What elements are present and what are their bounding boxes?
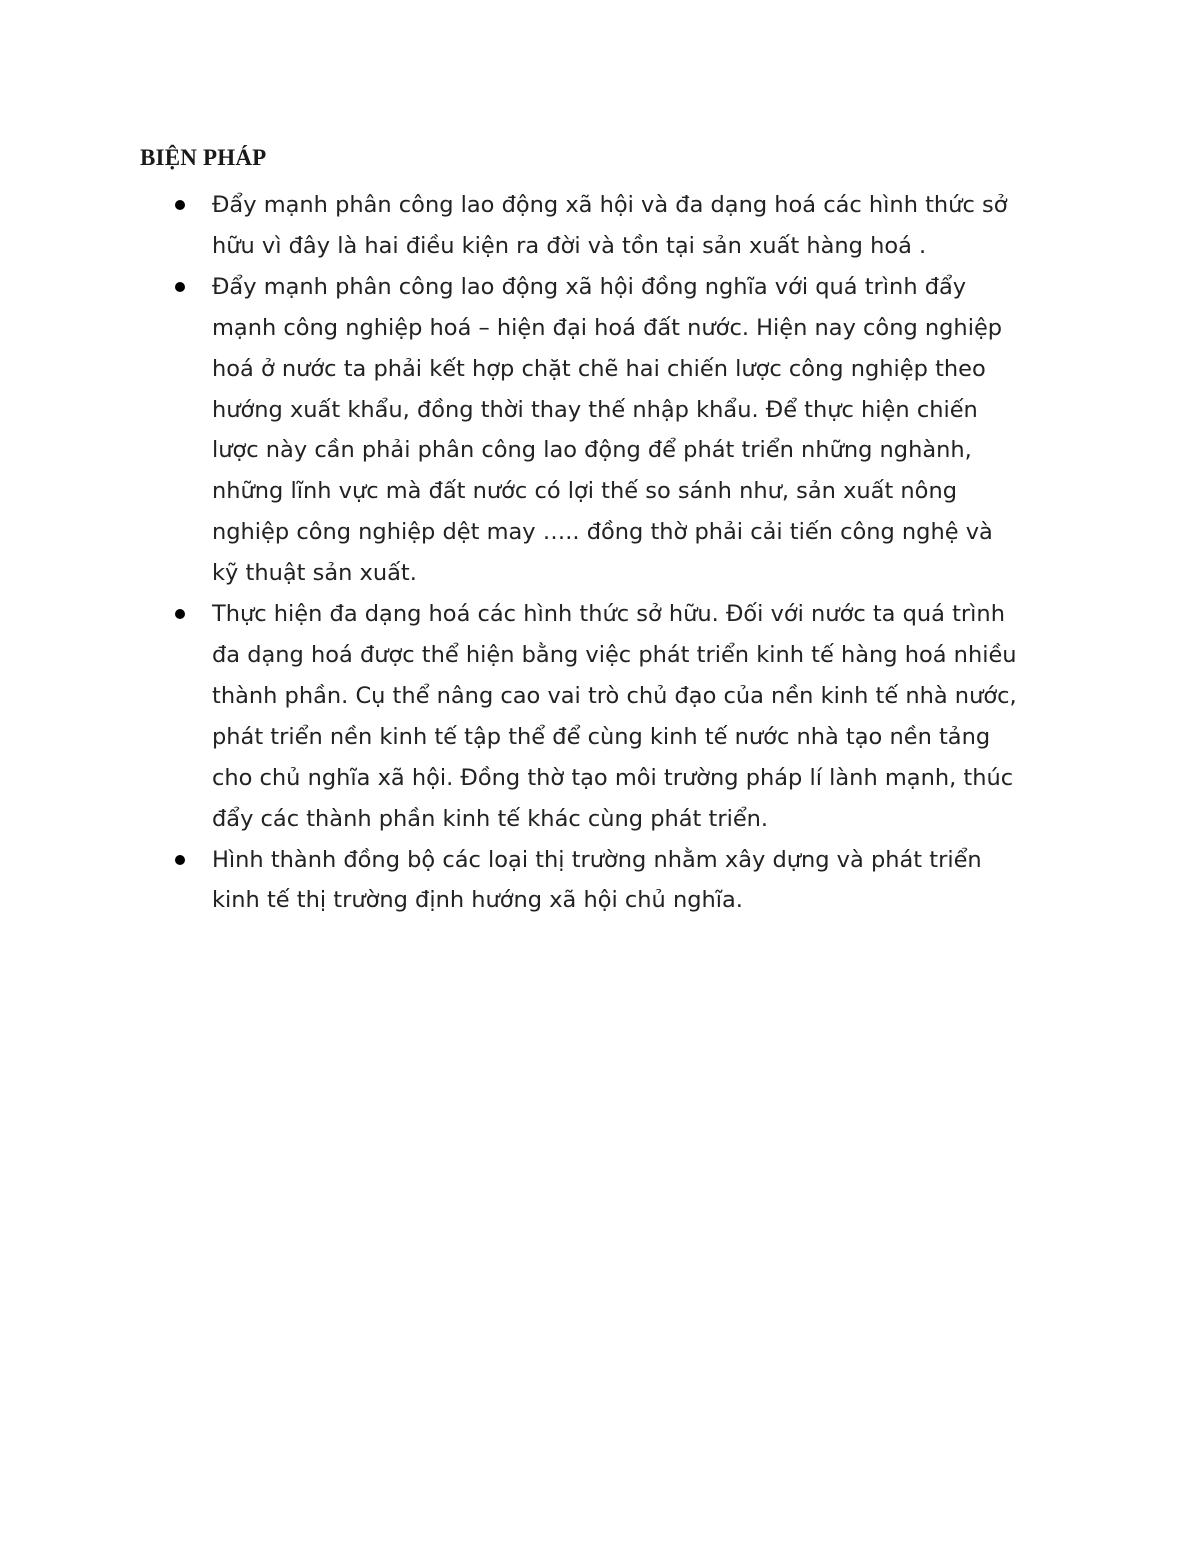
text-line: nghiệp công nghiệp dệt may ….. đồng thờ phải cải tiến công nghệ và	[212, 519, 993, 546]
text-line: phát triển nền kinh tế tập thể để cùng kinh tế nước nhà tạo nền tảng	[212, 723, 991, 750]
text-line: cho chủ nghĩa xã hội. Đồng thờ tạo môi trường pháp lí lành mạnh, thúc	[212, 764, 1014, 791]
text-line: hoá ở nước ta phải kết hợp chặt chẽ hai chiến lược công nghiệp theo	[212, 355, 986, 382]
list-item	[172, 185, 1072, 267]
text-line: kinh tế thị trường định hướng xã hội chủ nghĩa.	[212, 887, 743, 914]
bullet-list	[172, 185, 1072, 921]
text-line: Thực hiện đa dạng hoá các hình thức sở hữu. Đối với nước ta quá trình	[212, 601, 1005, 628]
text-line: mạnh công nghiệp hoá – hiện đại hoá đất nước. Hiện nay công nghiệp	[212, 314, 1003, 341]
text-line: hữu vì đây là hai điều kiện ra đời và tồn tại sản xuất hàng hoá .	[212, 232, 927, 259]
text-line: đa dạng hoá được thể hiện bằng việc phát triển kinh tế hàng hoá nhiều	[212, 641, 1017, 668]
bullet-icon	[175, 855, 185, 865]
list-item	[172, 594, 1072, 839]
bullet-icon	[175, 282, 185, 292]
text-line: hướng xuất khẩu, đồng thời thay thế nhập khẩu. Để thực hiện chiến	[212, 396, 978, 423]
text-line: Đẩy mạnh phân công lao động xã hội đồng nghĩa với quá trình đẩy	[212, 273, 967, 300]
section-heading: BIỆN PHÁP	[140, 145, 267, 170]
list-item	[172, 267, 1072, 594]
text-line: kỹ thuật sản xuất.	[212, 560, 417, 587]
text-line: đẩy các thành phần kinh tế khác cùng phát triển.	[212, 805, 769, 832]
text-line: thành phần. Cụ thể nâng cao vai trò chủ đạo của nền kinh tế nhà nước,	[212, 682, 1017, 709]
bullet-icon	[175, 609, 185, 619]
list-item	[172, 840, 1072, 922]
text-line: Hình thành đồng bộ các loại thị trường nhằm xây dựng và phát triển	[212, 846, 982, 873]
text-line: lược này cần phải phân công lao động để phát triển những nghành,	[212, 437, 972, 464]
text-line: những lĩnh vực mà đất nước có lợi thế so sánh như, sản xuất nông	[212, 478, 957, 505]
bullet-icon	[175, 200, 185, 210]
text-line: Đẩy mạnh phân công lao động xã hội và đa dạng hoá các hình thức sở	[212, 192, 1008, 218]
